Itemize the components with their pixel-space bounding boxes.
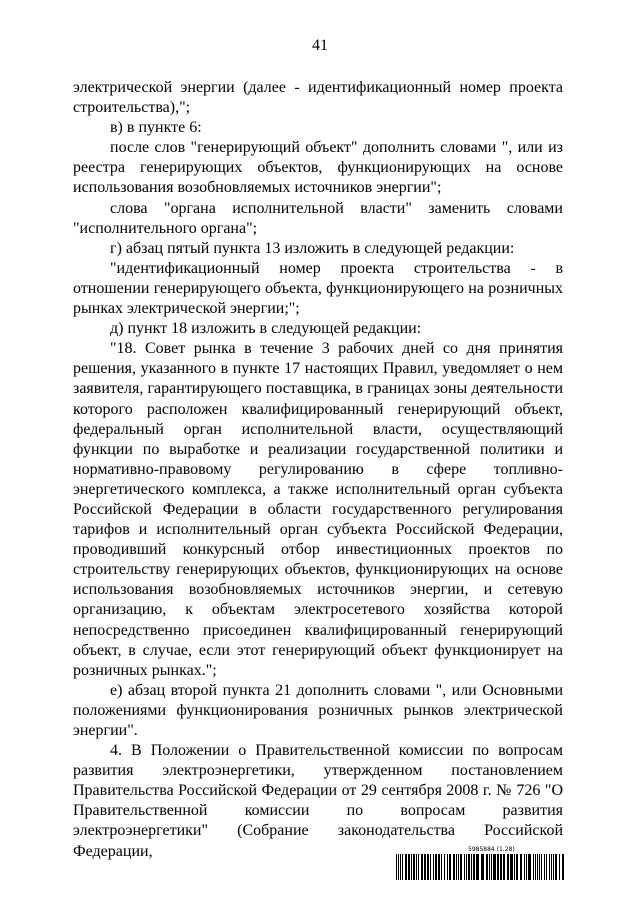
paragraph: электрической энергии (далее - идентификационный номер проекта строительства),"; [73,79,563,117]
barcode-label: 5985884 (1.28) [468,846,515,853]
paragraph: в) в пункте 6: [110,119,202,137]
barcode-bars-icon [396,854,564,880]
paragraph: "18. Совет рынка в течение 3 рабочих дней со дня принятия решения, указанного в пункте 17 настоящих Правил, уведомляет о нем заявителя, гарантирующего поставщика, в границах зоны деятельности которого расположен квалифицированный генерирующий объект, федеральный орган исполнительной власти, осуществляющий функции по выработке и реализации государственной политики и нормативно-правовому регулированию в сфере топливно-энергетического комплекса, а также исполнительный орган субъекта Российской Федерации в области государственного регулирования тарифов и исполнительный орган субъекта Российской Федерации, проводивший конкурсный отбор инвестиционных проектов по строительству генерирующих объектов, функционирующих на основе использования возобновляемых источников энергии, и сетевую организацию, к объектам электросетевого хозяйства которой непосредственно присоединен квалифицированный генерирующий объект, в случае, если этот генерирующий объект функционирует на розничных рынках."; [73,340,563,679]
barcode [396,846,564,882]
paragraph: д) пункт 18 изложить в следующей редакции: [110,320,422,338]
paragraph: г) абзац пятый пункта 13 изложить в следующей редакции: [110,239,515,257]
paragraph: после слов "генерирующий объект" дополнить словами ", или из реестра генерирующих объектов, функционирующих на основе использования возобновляемых источников энергии"; [73,139,563,197]
paragraph: 4. В Положении о Правительственной комиссии по вопросам развития электроэнергетики, утвержденном постановлением Правительства Российской Федерации от 29 сентября 2008 г. № 726 "О Правительственной комиссии по вопросам развития электроэнергетики" (Собрание законодательства Российской Федерации, [73,742,563,860]
page-number: 41 [312,37,328,54]
paragraph: слова "органа исполнительной власти" заменить словами "исполнительного органа"; [73,199,563,237]
document-body [73,78,563,862]
paragraph: е) абзац второй пункта 21 дополнить словами ", или Основными положениями функционирования розничных рынков электрической энергии". [73,681,563,739]
paragraph: "идентификационный номер проекта строительства - в отношении генерирующего объекта, функционирующего на розничных рынках электрической энергии;"; [73,259,563,318]
